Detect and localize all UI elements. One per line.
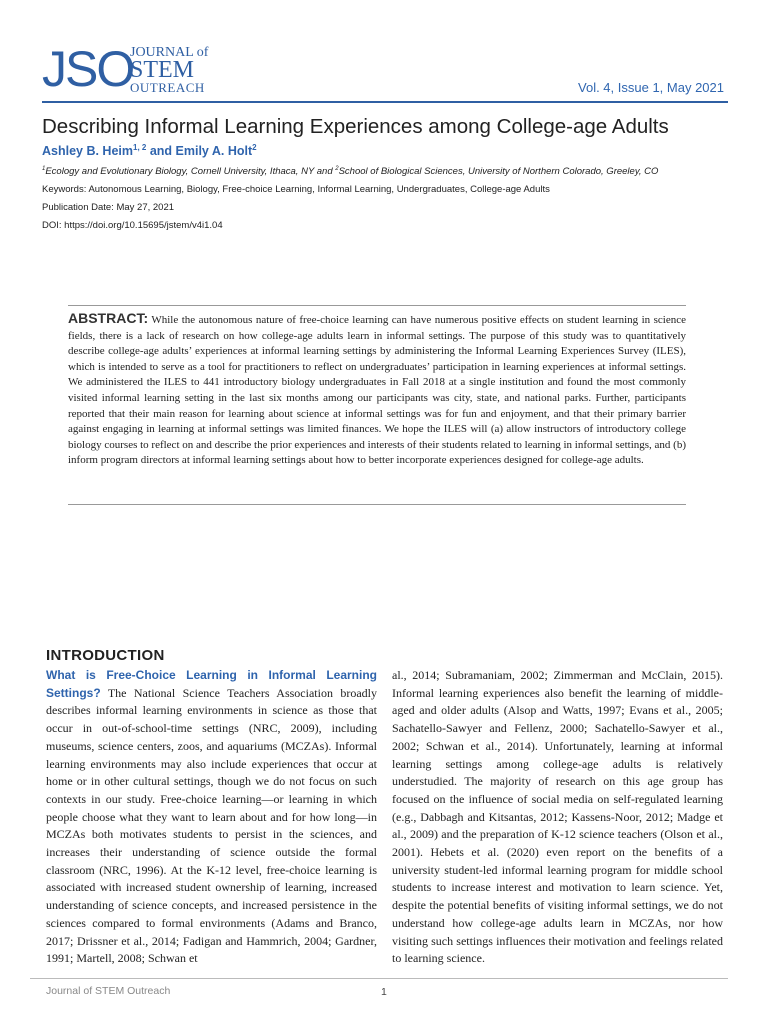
doi-link[interactable]: DOI: https://doi.org/10.15695/jstem/v4i1.04 bbox=[42, 220, 223, 231]
article-title: Describing Informal Learning Experiences among College-age Adults bbox=[42, 115, 669, 138]
author-name: Emily A. Holt bbox=[175, 144, 253, 159]
affiliations bbox=[42, 166, 658, 177]
body-column-left bbox=[46, 667, 377, 968]
body-column-right bbox=[392, 667, 723, 968]
author-joiner: and bbox=[146, 144, 176, 159]
abstract-text: While the autonomous nature of free-choice learning can have numerous positive effects on student learning in science fields, there is a lack of research on how college-age adults learn in informal settings. The purpose of this study was to quantitatively describe college-age adults’ experiences at informal learning settings by administering the Informal Learning Experiences Survey (ILES), which is intended to serve as a tool for practitioners to reflect on undergraduates’ participation in learning experiences at informal settings. We administered the ILES to 441 introductory biology undergraduates in Fall 2018 at a single institution and found the most commonly visited informal learning setting in the last six months among our participants was city, state, and national parks. Further, participants reported that their main reason for learning about science at informal settings was for fun and enjoyment, and that their primary barrier against engaging in learning at informal settings was limited finances. We hope the ILES will (a) allow instructors of introductory college biology courses to reflect on and describe the prior experiences and interests of their students related to learning in informal settings, and (b) inform program directors at informal learning settings about how to better incorporate experiences designed for college-age adults. bbox=[68, 314, 686, 467]
author-affiliation-marker: 2 bbox=[252, 143, 257, 152]
journal-logo bbox=[42, 41, 212, 100]
affiliation-text: School of Biological Sciences, University of Northern Colorado, Greeley, CO bbox=[338, 166, 659, 178]
author-list bbox=[42, 143, 257, 158]
logo-line-stem: STEM bbox=[130, 57, 195, 83]
author-affiliation-marker: 1, 2 bbox=[133, 143, 147, 152]
body-text: al., 2014; Subramaniam, 2002; Zimmerman and McClain, 2015). Informal learning experiences also benefit the learning of middle-aged and older adults (Alsop and Watts, 1997; Evans et al., 2005; Sachatello-Sawyer and Fellenz, 2000; Sachatello-Sawyer et al., 2002; Schwan et al., 2014). Unfortunately, learning at informal learning settings among college-age adults is relatively understudied. The majority of research on this age group has focused on the influence of social media on self-regulated learning (e.g., Dabbagh and Kitsantas, 2012; Kassens-Noor, 2012; Madge et al., 2009) and the preparation of K-12 science teachers (Olson et al., 2001). Hebets et al. (2020) even report on the benefits of a university student-led informal learning program for middle school students to increase interest and motivation to learn science. Yet, despite the potential benefits of visiting informal settings, we do not understand how college-age adults learn in MCZAs, nor how visiting such settings influences their motivation and feelings related to learning science. bbox=[392, 668, 723, 966]
footer-divider bbox=[30, 978, 728, 979]
affiliation-marker: 2 bbox=[335, 166, 339, 172]
keywords: Keywords: Autonomous Learning, Biology, Free-choice Learning, Informal Learning, Undergraduates, College-age Adults bbox=[42, 184, 550, 195]
abstract-label: ABSTRACT: bbox=[68, 310, 149, 326]
affiliation-text: Ecology and Evolutionary Biology, Cornell University, Ithaca, NY and bbox=[45, 166, 336, 178]
affiliation-marker: 1 bbox=[42, 166, 46, 172]
header-divider bbox=[42, 101, 728, 103]
author-name: Ashley B. Heim bbox=[42, 144, 134, 159]
publication-date: Publication Date: May 27, 2021 bbox=[42, 202, 175, 213]
abstract-top-divider bbox=[68, 305, 686, 306]
issue-info: Vol. 4, Issue 1, May 2021 bbox=[578, 80, 724, 95]
abstract-block bbox=[68, 311, 686, 469]
logo-mark: JSO bbox=[42, 41, 134, 97]
subsection-heading: What is Free-Choice Learning in Informal Learning Settings? bbox=[46, 668, 377, 700]
abstract-bottom-divider bbox=[68, 504, 686, 505]
footer-journal-name: Journal of STEM Outreach bbox=[46, 985, 171, 997]
logo-line-journal: JOURNAL of bbox=[130, 45, 209, 60]
page-number: 1 bbox=[381, 986, 387, 998]
body-text: The National Science Teachers Association broadly describes informal learning environments in science as those that occur in out-of-school-time settings (NRC, 2009), including museums, science centers, zoos, and aquariums (MCZAs). Informal learning environments may also include experiences that occur at home or in other cultural settings, though we do not focus on such contexts in our study. Free-choice learning—or learning in which people choose what they want to learn about and for how long—in MCZAs both motivates students to persist in the sciences, and increases their understanding of science outside the formal classroom (NRC, 1996). At the K-12 level, free-choice learning is associated with increased student ownership of learning, increased understanding of science concepts, and increased persistence in the sciences compared to formal environments (Adams and Branco, 2017; Drissner et al., 2014; Fadigan and Hammrich, 2004; Gardner, 1991; Martell, 2008; Schwan et bbox=[46, 685, 377, 966]
logo-line-outreach: OUTREACH bbox=[130, 80, 205, 95]
section-heading: INTRODUCTION bbox=[46, 647, 165, 664]
